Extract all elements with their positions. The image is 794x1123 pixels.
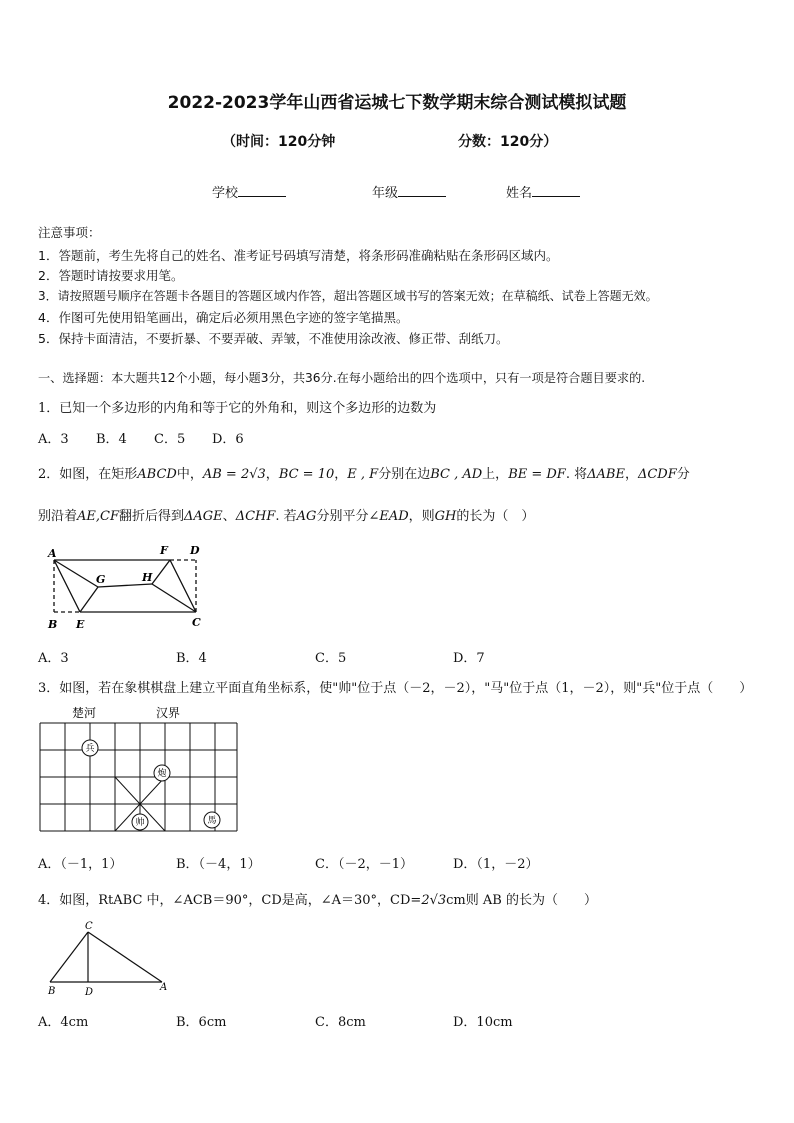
question-4-text: 4．如图，RtABC 中，∠ACB＝90°，CD是高，∠A＝30°，CD=2√3cm则 AB 的长为（ ） bbox=[38, 893, 597, 908]
q3-option-c[interactable]: C．（－2，－1） bbox=[315, 857, 413, 872]
q2-option-a[interactable]: A．3 bbox=[38, 651, 69, 666]
q4-option-b[interactable]: B．6cm bbox=[176, 1015, 227, 1030]
side-ca bbox=[88, 932, 162, 982]
q3-option-d[interactable]: D．（1，－2） bbox=[453, 857, 539, 872]
q4-option-a[interactable]: A．4cm bbox=[38, 1015, 89, 1030]
question-1-text: 1．已知一个多边形的内角和等于它的外角和，则这个多边形的边数为 bbox=[38, 401, 437, 416]
piece-bing: 兵 bbox=[85, 744, 95, 754]
note-item: 1．答题前，考生先将自己的姓名、准考证号码填写清楚，将条形码准确粘贴在条形码区域内。 bbox=[38, 248, 559, 263]
label-b: B bbox=[48, 986, 56, 997]
label-e: E bbox=[76, 618, 85, 631]
q4-option-c[interactable]: C．8cm bbox=[315, 1015, 366, 1030]
note-item: 4．作图可先使用铅笔画出，确定后必须用黑色字迹的签字笔描黑。 bbox=[38, 310, 409, 325]
label-a: A bbox=[160, 982, 168, 993]
river-right-label: 汉界 bbox=[156, 706, 181, 720]
label-h: H bbox=[142, 571, 153, 584]
note-item: 2．答题时请按要求用笔。 bbox=[38, 268, 184, 283]
total-score: 分数：120分） bbox=[458, 134, 558, 150]
label-f: F bbox=[160, 544, 168, 557]
q4-option-d[interactable]: D．10cm bbox=[453, 1015, 513, 1030]
q1-option-a[interactable]: A．3 bbox=[38, 432, 69, 447]
note-item: 5．保持卡面清洁，不要折暴、不要弄破、弄皱，不准使用涂改液、修正带、刮纸刀。 bbox=[38, 331, 509, 346]
q2-rectangle-figure bbox=[40, 540, 220, 635]
school-field[interactable]: 学校 bbox=[212, 182, 286, 201]
q1-option-c[interactable]: C．5 bbox=[154, 432, 186, 447]
grade-field[interactable]: 年级 bbox=[372, 182, 446, 201]
seg-gh bbox=[98, 584, 152, 587]
q3-option-b[interactable]: B．（－4，1） bbox=[176, 857, 261, 872]
seg-ge bbox=[80, 587, 98, 612]
question-3-text: 3．如图，若在象棋棋盘上建立平面直角坐标系，使"帅"位于点（－2，－2），"马"位于点（1，－2），则"兵"位于点（ ） bbox=[38, 681, 753, 696]
note-item: 3．请按照题号顺序在答题卡各题目的答题区域内作答，超出答题区域书写的答案无效；在草稿纸、试卷上答题无效。 bbox=[38, 289, 658, 303]
question-2-line-2: 别沿着AE,CF翻折后得到ΔAGE、ΔCHF. 若AG分别平分∠EAD，则GH的长为（ ） bbox=[38, 509, 535, 524]
q4-triangle-figure bbox=[40, 920, 180, 1000]
piece-pao: 炮 bbox=[157, 769, 167, 779]
label-c: C bbox=[85, 921, 93, 932]
q1-option-d[interactable]: D．6 bbox=[212, 432, 244, 447]
river-left-label: 楚河 bbox=[72, 706, 97, 720]
question-2-line-1: 2．如图，在矩形ABCD中，AB = 2√3，BC = 10，E , F分别在边BC , AD上，BE = DF. 将ΔABE，ΔCDF分 bbox=[38, 467, 690, 482]
q2-option-c[interactable]: C．5 bbox=[315, 651, 347, 666]
time-limit: （时间：120分钟 bbox=[222, 134, 336, 150]
q1-option-b[interactable]: B．4 bbox=[96, 432, 127, 447]
label-c: C bbox=[192, 616, 201, 629]
q3-option-a[interactable]: A．（－1，1） bbox=[38, 857, 123, 872]
seg-fh bbox=[152, 560, 170, 584]
label-d: D bbox=[85, 987, 94, 998]
q2-option-b[interactable]: B．4 bbox=[176, 651, 207, 666]
piece-shuai: 帅 bbox=[135, 818, 145, 828]
page-title: 2022-2023学年山西省运城七下数学期末综合测试模拟试题 bbox=[167, 93, 627, 113]
label-b: B bbox=[48, 618, 58, 631]
label-d: D bbox=[190, 544, 200, 557]
q3-chessboard-figure bbox=[36, 704, 241, 836]
name-field[interactable]: 姓名 bbox=[506, 182, 580, 201]
label-a: A bbox=[48, 547, 57, 560]
side-bc bbox=[50, 932, 88, 982]
section-heading: 一、选择题：本大题共12个小题，每小题3分，共36分.在每小题给出的四个选项中，只有一项是符合题目要求的. bbox=[38, 371, 646, 385]
label-g: G bbox=[96, 573, 106, 586]
piece-ma: 馬 bbox=[207, 816, 217, 826]
notes-heading: 注意事项： bbox=[38, 225, 101, 240]
q2-option-d[interactable]: D．7 bbox=[453, 651, 485, 666]
